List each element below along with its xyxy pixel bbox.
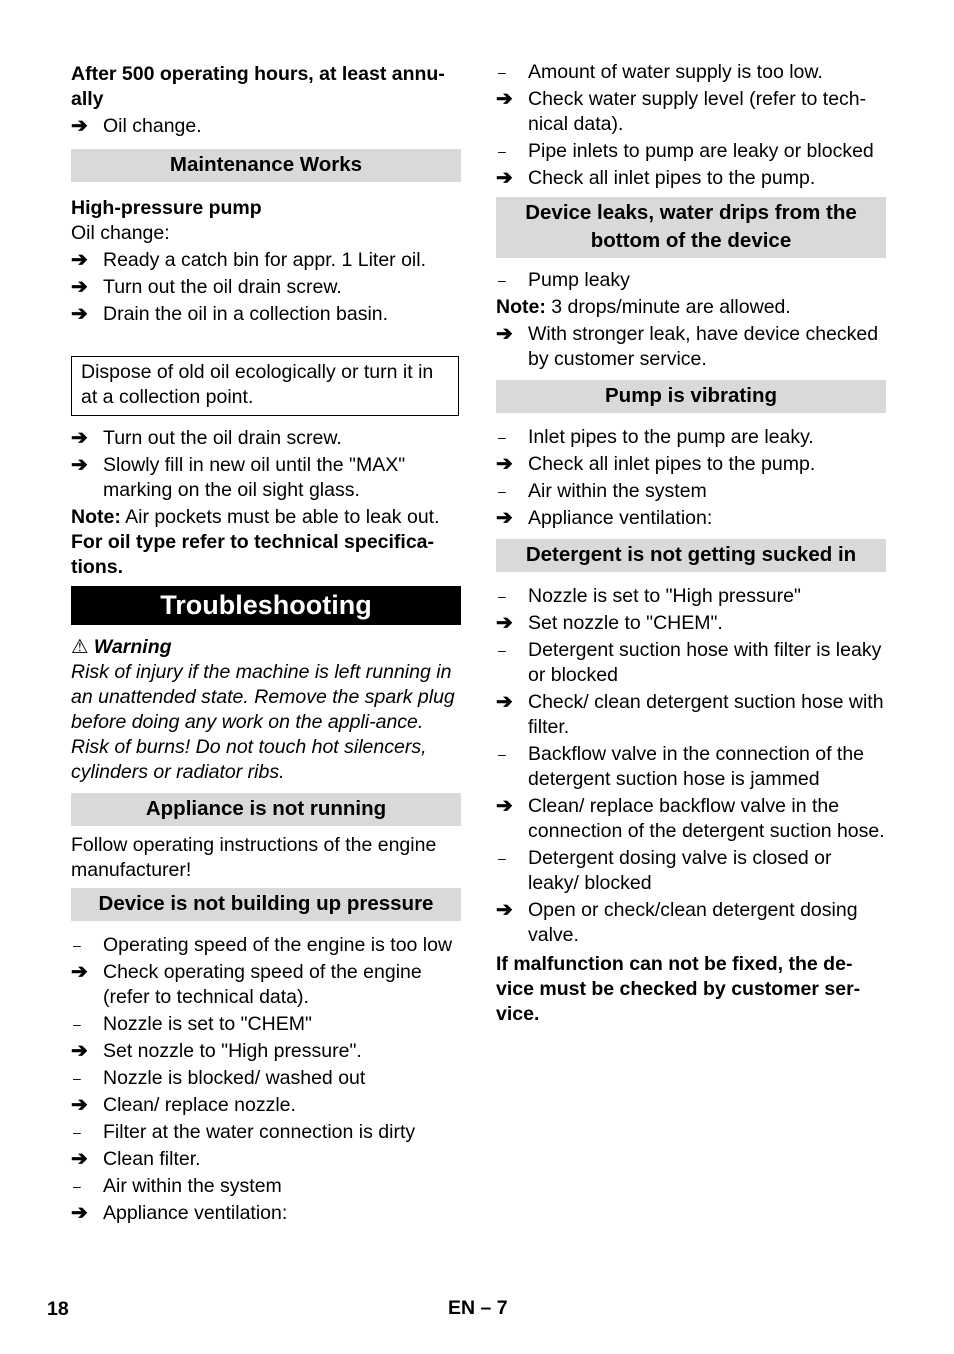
list-item-text: Check all inlet pipes to the pump. bbox=[528, 453, 816, 475]
dash-icon: – bbox=[498, 642, 506, 658]
right-column bbox=[496, 58, 886, 1027]
dash-icon: – bbox=[498, 850, 506, 866]
dash-icon: – bbox=[73, 1124, 81, 1140]
page-number: 18 bbox=[47, 1298, 69, 1320]
warning-text: Risk of injury if the machine is left running in an unattended state. Remove the spark plug before doing any work on the appli-ance. bbox=[71, 661, 455, 733]
left-column bbox=[71, 62, 461, 1228]
list-item bbox=[496, 425, 886, 450]
list-item-text: Pump leaky bbox=[528, 269, 630, 291]
list-item bbox=[496, 60, 886, 85]
dash-icon: – bbox=[498, 483, 506, 499]
list-item-text: Clean/ replace nozzle. bbox=[103, 1094, 296, 1116]
oil-step bbox=[71, 248, 461, 273]
list-item-text: Set nozzle to "High pressure". bbox=[103, 1040, 362, 1062]
arrow-icon: ➔ bbox=[71, 303, 88, 325]
list-item bbox=[496, 452, 886, 477]
not-running-band: Appliance is not running bbox=[71, 793, 461, 826]
arrow-icon: ➔ bbox=[496, 612, 513, 634]
arrow-icon: ➔ bbox=[71, 276, 88, 298]
warning-label: Warning bbox=[93, 636, 172, 658]
list-item-text: Nozzle is blocked/ washed out bbox=[103, 1067, 366, 1089]
list-item-text: Clean filter. bbox=[103, 1148, 201, 1170]
oil-step bbox=[71, 453, 461, 503]
arrow-icon: ➔ bbox=[496, 507, 513, 529]
vibrating-band: Pump is vibrating bbox=[496, 380, 886, 413]
list-item bbox=[71, 1201, 461, 1226]
list-item-text: Clean/ replace backflow valve in the connection of the detergent suction hose. bbox=[528, 795, 885, 842]
arrow-icon: ➔ bbox=[71, 1202, 88, 1224]
not-running-text: Follow operating instructions of the engine manufacturer! bbox=[71, 834, 437, 881]
list-item-text: Open or check/clean detergent dosing valve. bbox=[528, 899, 858, 946]
dash-icon: – bbox=[498, 429, 506, 445]
list-item-text: Backflow valve in the connection of the detergent suction hose is jammed bbox=[528, 743, 865, 790]
warning-icon: ⚠ bbox=[71, 636, 89, 658]
final-note: If malfunction can not be fixed, the de-vice must be checked by customer ser-vice. bbox=[496, 953, 861, 1025]
list-item-text: Appliance ventilation: bbox=[528, 507, 713, 529]
list-item-text: Amount of water supply is too low. bbox=[528, 61, 823, 83]
leaks-note bbox=[496, 295, 886, 320]
leaks-band: Device leaks, water drips from the bottom of the device bbox=[496, 197, 886, 258]
oil-step-text: Slowly fill in new oil until the "MAX" marking on the oil sight glass. bbox=[103, 454, 406, 501]
list-item bbox=[496, 584, 886, 609]
dispose-notice-box: Dispose of old oil ecologically or turn it in at a collection point. bbox=[71, 356, 459, 416]
oil-step-text: Turn out the oil drain screw. bbox=[103, 427, 342, 449]
warning-text: Risk of burns! Do not touch hot silencers, cylinders or radiator ribs. bbox=[71, 736, 427, 783]
section-label: EN – 7 bbox=[448, 1297, 508, 1319]
pressure-list bbox=[71, 933, 461, 1226]
maintenance-band: Maintenance Works bbox=[71, 149, 461, 182]
list-item bbox=[71, 960, 461, 1010]
arrow-icon: ➔ bbox=[71, 115, 88, 137]
dash-icon: – bbox=[73, 1016, 81, 1032]
list-item bbox=[71, 1147, 461, 1172]
arrow-icon: ➔ bbox=[496, 795, 513, 817]
list-item bbox=[71, 933, 461, 958]
list-item bbox=[496, 139, 886, 164]
list-item bbox=[496, 506, 886, 531]
dash-icon: – bbox=[498, 588, 506, 604]
arrow-icon: ➔ bbox=[496, 691, 513, 713]
list-item-text: Nozzle is set to "High pressure" bbox=[528, 585, 801, 607]
arrow-icon: ➔ bbox=[71, 961, 88, 983]
list-item-text: Air within the system bbox=[528, 480, 707, 502]
dash-icon: – bbox=[498, 64, 506, 80]
list-item-text: Appliance ventilation: bbox=[103, 1202, 288, 1224]
arrow-icon: ➔ bbox=[71, 1148, 88, 1170]
arrow-icon: ➔ bbox=[71, 454, 88, 476]
arrow-icon: ➔ bbox=[71, 1040, 88, 1062]
oil-type-note: For oil type refer to technical specifica-tions. bbox=[71, 531, 435, 578]
arrow-icon: ➔ bbox=[496, 88, 513, 110]
arrow-icon: ➔ bbox=[496, 899, 513, 921]
list-item bbox=[496, 898, 886, 948]
arrow-icon: ➔ bbox=[71, 1094, 88, 1116]
annual-step-text: Oil change. bbox=[103, 115, 202, 137]
warning-heading bbox=[71, 635, 461, 660]
list-item bbox=[496, 846, 886, 896]
list-item bbox=[496, 611, 886, 636]
detergent-list bbox=[496, 584, 886, 948]
note-text: Air pockets must be able to leak out. bbox=[120, 506, 440, 528]
pressure-band: Device is not building up pressure bbox=[71, 888, 461, 921]
annual-step bbox=[71, 114, 461, 139]
list-item bbox=[71, 1174, 461, 1199]
water-supply-list bbox=[496, 60, 886, 191]
list-item-text: Inlet pipes to the pump are leaky. bbox=[528, 426, 814, 448]
list-item bbox=[496, 479, 886, 504]
arrow-icon: ➔ bbox=[496, 167, 513, 189]
list-item-text: Set nozzle to "CHEM". bbox=[528, 612, 723, 634]
arrow-icon: ➔ bbox=[71, 249, 88, 271]
arrow-icon: ➔ bbox=[71, 427, 88, 449]
annual-heading: After 500 operating hours, at least annu-ally bbox=[71, 63, 445, 110]
list-item bbox=[496, 690, 886, 740]
list-item bbox=[496, 322, 886, 372]
oil-step-text: Drain the oil in a collection basin. bbox=[103, 303, 389, 325]
list-item bbox=[496, 268, 886, 293]
oil-step-text: Ready a catch bin for appr. 1 Liter oil. bbox=[103, 249, 427, 271]
list-item-text: Check/ clean detergent suction hose with filter. bbox=[528, 691, 884, 738]
arrow-icon: ➔ bbox=[496, 323, 513, 345]
list-item bbox=[71, 1093, 461, 1118]
oil-step bbox=[71, 275, 461, 300]
oil-step-text: Turn out the oil drain screw. bbox=[103, 276, 342, 298]
troubleshooting-band: Troubleshooting bbox=[71, 586, 461, 625]
list-item-text: Detergent suction hose with filter is leaky or blocked bbox=[528, 639, 882, 686]
list-item bbox=[71, 1066, 461, 1091]
dash-icon: – bbox=[498, 746, 506, 762]
note-label: Note: bbox=[71, 506, 121, 528]
list-item bbox=[496, 166, 886, 191]
list-item-text: Air within the system bbox=[103, 1175, 282, 1197]
list-item bbox=[71, 1012, 461, 1037]
list-item bbox=[496, 794, 886, 844]
list-item-text: Nozzle is set to "CHEM" bbox=[103, 1013, 312, 1035]
list-item-text: With stronger leak, have device checked by customer service. bbox=[528, 323, 879, 370]
vibrating-list bbox=[496, 425, 886, 531]
list-item-text: Pipe inlets to pump are leaky or blocked bbox=[528, 140, 874, 162]
oil-step bbox=[71, 302, 461, 327]
list-item bbox=[496, 742, 886, 792]
list-item bbox=[71, 1120, 461, 1145]
list-item-text: Check water supply level (refer to tech-nical data). bbox=[528, 88, 867, 135]
list-item bbox=[496, 87, 886, 137]
list-item bbox=[496, 638, 886, 688]
dash-icon: – bbox=[73, 1178, 81, 1194]
list-item bbox=[71, 1039, 461, 1064]
pump-heading: High-pressure pump bbox=[71, 197, 262, 219]
oil-step bbox=[71, 426, 461, 451]
note-label: Note: bbox=[496, 296, 546, 318]
list-item-text: Check operating speed of the engine (refer to technical data). bbox=[103, 961, 422, 1008]
list-item-text: Filter at the water connection is dirty bbox=[103, 1121, 416, 1143]
oil-change-label: Oil change: bbox=[71, 222, 170, 244]
dash-icon: – bbox=[498, 143, 506, 159]
dash-icon: – bbox=[73, 1070, 81, 1086]
note-text: 3 drops/minute are allowed. bbox=[545, 296, 791, 318]
note bbox=[71, 505, 461, 530]
arrow-icon: ➔ bbox=[496, 453, 513, 475]
detergent-band: Detergent is not getting sucked in bbox=[496, 539, 886, 572]
list-item-text: Operating speed of the engine is too low bbox=[103, 934, 453, 956]
dash-icon: – bbox=[498, 272, 506, 288]
list-item-text: Check all inlet pipes to the pump. bbox=[528, 167, 816, 189]
list-item-text: Detergent dosing valve is closed or leaky/ blocked bbox=[528, 847, 832, 894]
dash-icon: – bbox=[73, 937, 81, 953]
